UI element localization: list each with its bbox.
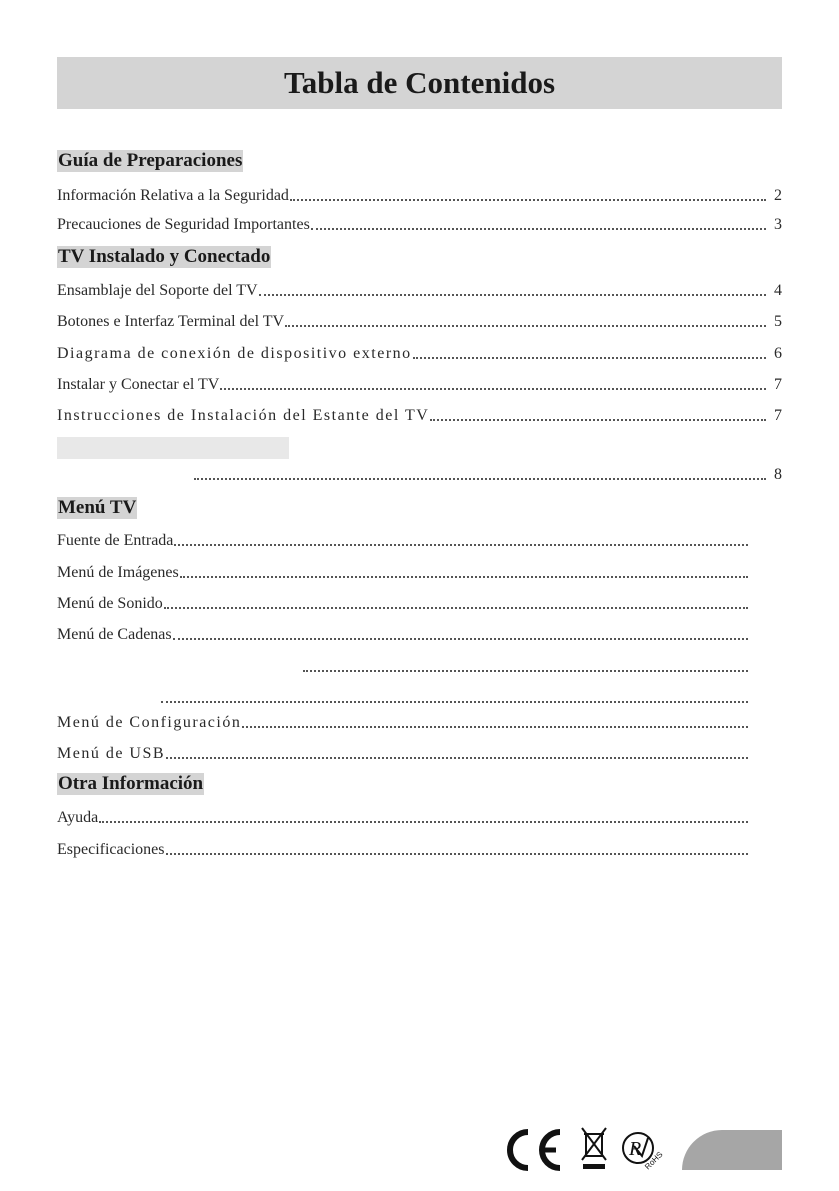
toc-entry[interactable] — [57, 837, 764, 859]
dot-leader — [166, 757, 748, 759]
toc-entry-label: Instrucciones de Instalación del Estante del TV — [57, 407, 430, 424]
toc-entry[interactable] — [57, 622, 764, 644]
dot-leader — [99, 821, 748, 823]
toc-entry-page: 8 — [774, 466, 782, 483]
toc-entry-label: Diagrama de conexión de dispositivo externo — [57, 345, 412, 362]
toc-entry-label: Ayuda — [57, 809, 99, 826]
toc-entry[interactable] — [57, 741, 764, 763]
toc-entry-label: Especificaciones — [57, 841, 165, 858]
dot-leader — [430, 419, 766, 421]
toc-entry-label: Ensamblaje del Soporte del TV — [57, 282, 258, 299]
toc-entry[interactable] — [57, 710, 764, 732]
toc-entry[interactable] — [57, 591, 764, 613]
toc-entry-label: Menú de Sonido — [57, 595, 163, 612]
toc-entry-label: Instalar y Conectar el TV — [57, 376, 220, 393]
toc-entry-page: 6 — [774, 345, 782, 362]
toc-entry-page: 3 — [774, 216, 782, 233]
toc-entry-page: 5 — [774, 313, 782, 330]
dot-leader — [413, 357, 766, 359]
toc-entry-page: 7 — [774, 407, 782, 424]
toc-entry-label: Fuente de Entrada — [57, 532, 174, 549]
toc-entry[interactable] — [57, 372, 782, 394]
dot-leader — [161, 701, 748, 703]
rohs-icon — [623, 1133, 665, 1171]
toc-entry-page: 7 — [774, 376, 782, 393]
ce-mark-icon — [510, 1132, 560, 1168]
toc-entry[interactable] — [57, 309, 782, 331]
toc-entry[interactable] — [57, 341, 782, 363]
dot-leader — [303, 670, 748, 672]
dot-leader — [166, 853, 749, 855]
toc-entry[interactable] — [193, 462, 782, 484]
toc-entry[interactable] — [57, 805, 764, 827]
section-heading-menu-tv: Menú TV — [58, 497, 137, 518]
toc-entry-page: 4 — [774, 282, 782, 299]
toc-entry-label: Menú de Imágenes — [57, 564, 179, 581]
toc-entry-page: 2 — [774, 187, 782, 204]
page-title: Tabla de Contenidos — [283, 65, 556, 100]
dot-leader — [164, 607, 748, 609]
toc-entry[interactable] — [160, 685, 764, 707]
toc-entry[interactable] — [57, 278, 782, 300]
dot-leader — [285, 325, 766, 327]
section-heading-blank — [57, 437, 289, 459]
section-heading-instalado: TV Instalado y Conectado — [58, 246, 271, 267]
dot-leader — [180, 576, 748, 578]
svg-text:R: R — [629, 1138, 642, 1160]
toc-entry-label: Información Relativa a la Seguridad — [57, 187, 289, 204]
dot-leader — [242, 726, 748, 728]
dot-leader — [194, 478, 766, 480]
dot-leader — [220, 388, 766, 390]
dot-leader — [174, 544, 748, 546]
dot-leader — [259, 294, 766, 296]
toc-entry-label: Botones e Interfaz Terminal del TV — [57, 313, 285, 330]
page-tab — [682, 1130, 782, 1170]
toc-entry-label: Menú de USB — [57, 745, 166, 762]
dot-leader — [173, 638, 748, 640]
toc-title-bar — [57, 57, 782, 109]
toc-entry[interactable] — [57, 560, 764, 582]
toc-entry[interactable] — [302, 654, 764, 676]
toc-entry[interactable] — [57, 183, 782, 205]
toc-entry-label: Precauciones de Seguridad Importantes — [57, 216, 310, 233]
toc-entry-label: Menú de Configuración — [57, 714, 242, 731]
section-heading-otra-informacion: Otra Información — [58, 773, 204, 794]
toc-entry[interactable] — [57, 212, 782, 234]
dot-leader — [311, 228, 766, 230]
section-heading-preparaciones: Guía de Preparaciones — [58, 150, 243, 171]
compliance-logos-svg — [498, 1124, 673, 1176]
toc-entry[interactable] — [57, 528, 764, 550]
compliance-logos — [498, 1124, 673, 1174]
rohs-label: RoHS — [643, 1149, 665, 1172]
dot-leader — [290, 199, 766, 201]
toc-entry-label: Menú de Cadenas — [57, 626, 172, 643]
toc-entry[interactable] — [57, 403, 782, 425]
weee-bin-icon — [582, 1128, 606, 1169]
